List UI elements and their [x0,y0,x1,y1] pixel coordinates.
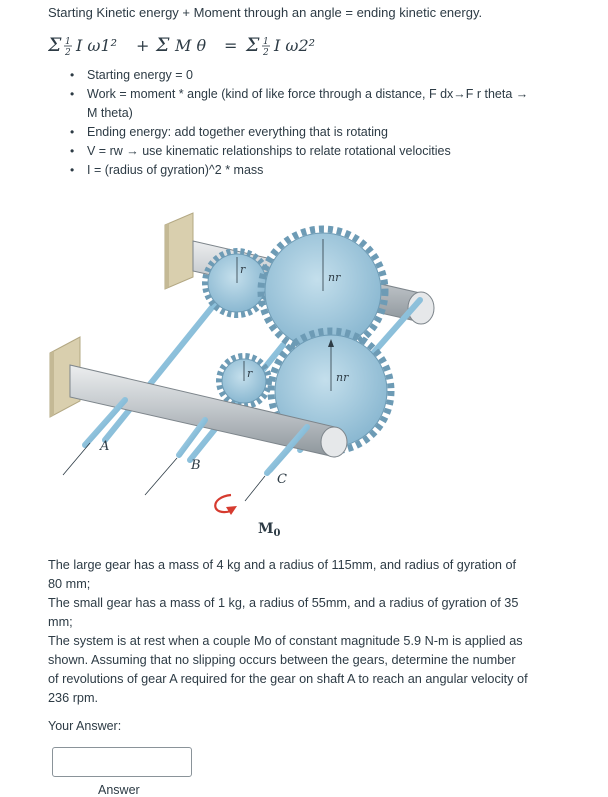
plus-sign: + [136,36,150,55]
half-num-1: 1 [65,37,71,47]
label-c: C [277,472,287,487]
small-gear-lower [219,356,269,406]
problem-p2: The small gear has a mass of 1 kg, a radius of 55mm, and a radius of gyration of 35 mm; [48,596,519,629]
gear-train-figure [45,205,445,548]
answer-input[interactable] [52,747,192,777]
note-item: • Ending energy: add together everything that is rotating [62,123,542,142]
problem-p3: The system is at rest when a couple Mo of constant magnitude 5.9 N-m is applied as shown. Assuming that no slipping occurs between the gears, determine the number of revolutions of gear A required for the gear on shaft A to reach an angular velocity of 236 rpm. [48,634,528,705]
energy-formula [48,30,378,60]
axis-lines [63,443,265,501]
svg-text:M0 [258,521,281,539]
label-nr-upper: nr [328,271,341,284]
note-item: • V = rw → use kinematic relationships to relate rotational velocities [62,142,542,161]
half-den-1: 2 [65,48,71,58]
sum-symbol-2: Σ [156,34,170,56]
label-b: B [191,458,201,473]
label-nr-lower: nr [336,371,349,384]
your-answer-label: Your Answer: [48,719,122,733]
label-mo: M [258,521,274,537]
back-wall [165,213,193,289]
note-item: • Work = moment * angle (kind of like force through a distance, F dx→F r theta → M theta) [62,85,542,123]
note-item: • Starting energy = 0 [62,66,542,85]
label-mo-sub: 0 [273,528,281,539]
lhs-term: I ω1² [76,36,118,55]
note-item: • I = (radius of gyration)^2 * mass [62,161,542,180]
moment-arrow-icon [215,495,237,515]
intro-text: Starting Kinetic energy + Moment through an angle = ending kinetic energy. [48,5,483,20]
notes-list [62,66,542,180]
half-num-2: 1 [263,37,269,47]
sum-symbol-1: Σ [48,34,62,56]
answer-caption: Answer [98,783,140,797]
rhs-term: I ω2² [274,36,316,55]
sum-symbol-3: Σ [246,34,260,56]
equals-sign: = [224,36,238,55]
problem-statement [48,556,528,708]
problem-p1: The large gear has a mass of 4 kg and a radius of 115mm, and radius of gyration of 80 mm; [48,558,517,591]
label-r-upper: r [240,263,246,276]
half-den-2: 2 [263,48,269,58]
label-r-lower: r [247,367,253,380]
moment-term: M θ [175,36,207,55]
label-a: A [100,439,110,454]
